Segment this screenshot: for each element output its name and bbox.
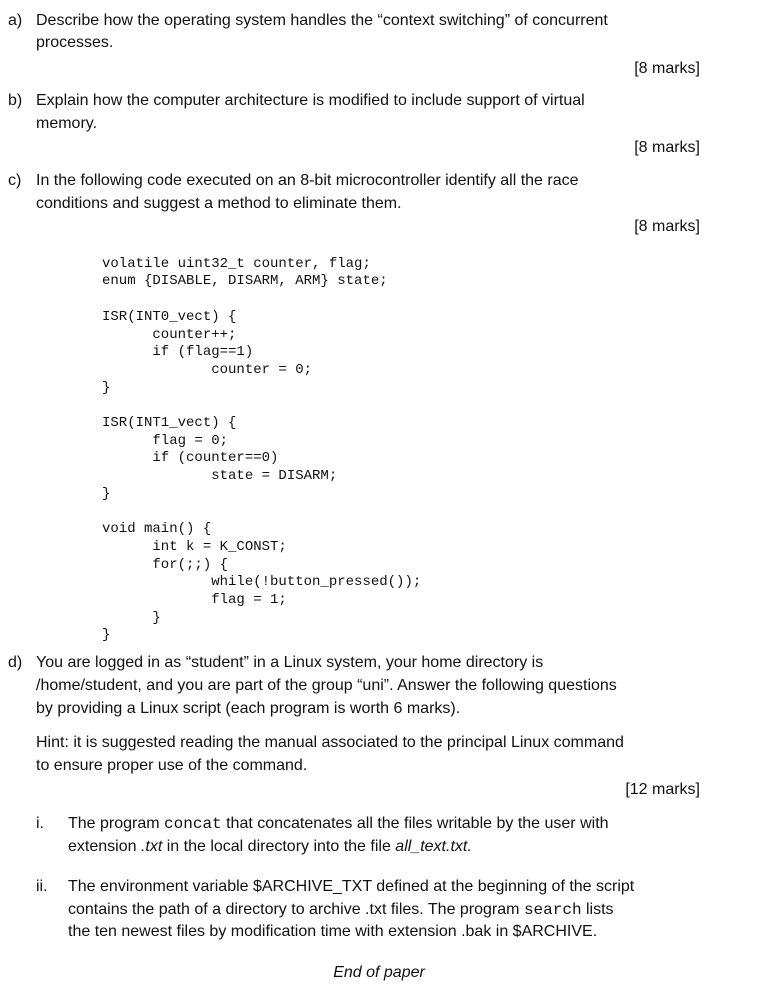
code-line: } [102,609,161,626]
question-b-marks: [8 marks] [634,139,700,156]
sub-question-ii-line-2 [68,899,614,921]
code-line: ISR(INT0_vect) { [102,308,237,325]
code-line: while(!button_pressed()); [102,574,422,591]
question-d-text-line-2: /home/student, and you are part of the group “uni”. Answer the following questions [36,677,617,694]
end-of-paper: End of paper [333,964,425,981]
question-d-text-line-1: You are logged in as “student” in a Linux system, your home directory is [36,654,544,671]
code-line: flag = 1; [102,592,287,609]
question-c-marks: [8 marks] [634,218,700,235]
sub-question-i-label: i. [36,815,44,832]
question-d-marks: [12 marks] [625,781,700,798]
question-d-label: d) [8,654,23,671]
question-b-text-line-2: memory. [36,115,98,132]
question-c-text-line-2: conditions and suggest a method to eliminate them. [36,195,402,212]
program-name-concat: concat [164,815,222,833]
code-line: int k = K_CONST; [102,538,287,555]
code-line: } [102,485,111,502]
code-line: if (counter==0) [102,450,279,467]
code-line: ISR(INT1_vect) { [102,415,237,432]
question-a-marks: [8 marks] [634,60,700,77]
code-line: for(;;) { [102,556,229,573]
code-line: flag = 0; [102,432,229,449]
code-listing [102,238,421,645]
code-line: } [102,379,111,396]
code-line: } [102,627,111,644]
code-line: enum {DISABLE, DISARM, ARM} state; [102,273,388,290]
code-line: volatile uint32_t counter, flag; [102,255,371,272]
question-c-label: c) [8,172,22,189]
sub-question-i-line-1 [68,813,609,835]
code-line: state = DISARM; [102,468,338,485]
sub-ii-text: lists [581,901,614,918]
sub-i-text: extension [68,838,141,855]
sub-i-text: The program [68,815,165,832]
question-d-hint-line-1: Hint: it is suggested reading the manual associated to the principal Linux command [36,734,624,751]
code-line: counter++; [102,326,237,343]
question-d-text-line-3: by providing a Linux script (each program is worth 6 marks). [36,700,461,717]
code-block [102,238,602,644]
program-name-search: search [523,901,582,919]
question-c-text-line-1: In the following code executed on an 8-bit microcontroller identify all the race [36,172,579,189]
question-b-text-line-1: Explain how the computer architecture is modified to include support of virtual [36,92,585,109]
question-a-text-line-2: processes. [36,34,114,51]
sub-question-ii-line-3: the ten newest files by modification time with extension .bak in $ARCHIVE. [68,923,598,940]
code-line: if (flag==1) [102,344,254,361]
txt-extension: .txt [140,838,163,855]
sub-i-text: that concatenates all the files writable by the user with [221,815,609,832]
output-file-name: all_text.txt. [395,838,472,855]
question-a-text-line-1: Describe how the operating system handles the “context switching” of concurrent [36,12,608,29]
question-a-label: a) [8,12,23,29]
sub-ii-text: contains the path of a directory to archive .txt files. The program [68,901,524,918]
sub-question-i-line-2 [68,836,472,858]
code-line: counter = 0; [102,361,313,378]
sub-question-ii-label: ii. [36,878,48,895]
code-line: void main() { [102,521,212,538]
sub-i-text: in the local directory into the file [162,838,396,855]
question-d-hint-line-2: to ensure proper use of the command. [36,757,308,774]
question-b-label: b) [8,92,23,109]
sub-question-ii-line-1: The environment variable $ARCHIVE_TXT defined at the beginning of the script [68,878,635,895]
